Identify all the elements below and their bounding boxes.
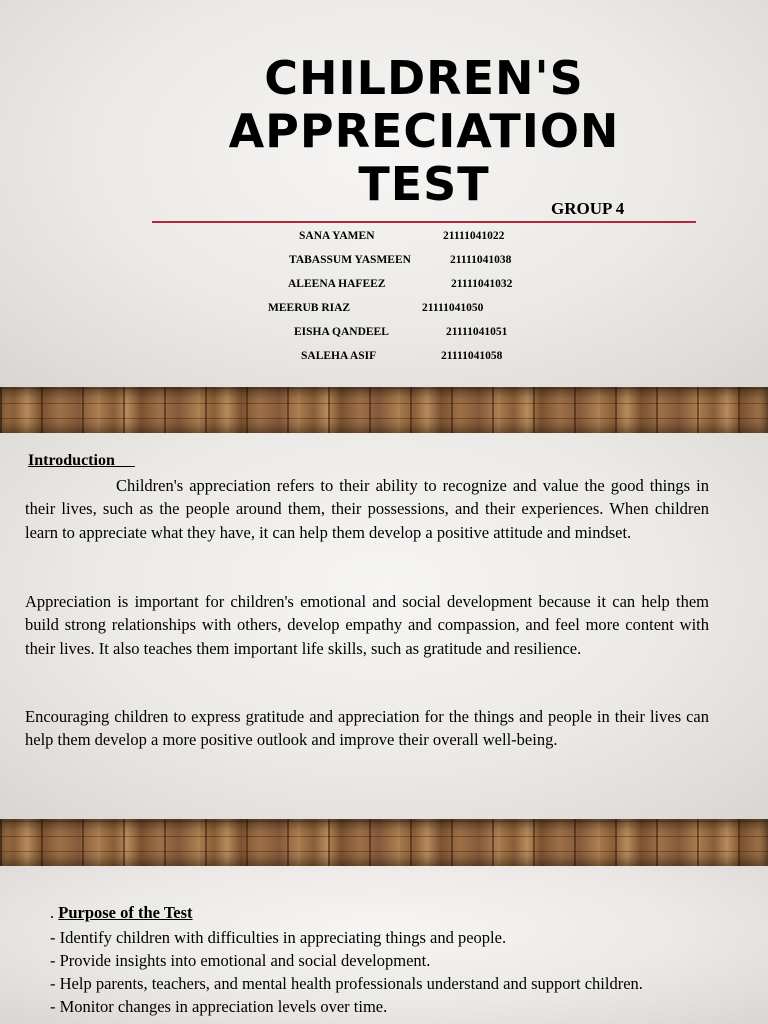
intro-paragraph-2: Appreciation is important for children's emotional and social development because it can help them build strong relationships with others, develop empathy and compassion, and feel more content with their lives. It also teaches them important life skills, such as gratitude and resilience.: [25, 592, 709, 658]
purpose-prefix: .: [50, 903, 59, 922]
member-name: ALEENA HAFEEZ: [288, 278, 386, 290]
slide-title: [150, 52, 698, 211]
list-item: - Monitor changes in appreciation levels over time.: [50, 997, 388, 1016]
title-line-1: CHILDREN'S: [264, 51, 584, 105]
member-id: 21111041051: [446, 326, 508, 338]
intro-paragraph-1: Children's appreciation refers to their ability to recognize and value the good things in their lives, such as the people around them, their possessions, and their experiences. When children learn to appreciate what they have, it can help them develop a positive attitude and mindset.: [25, 476, 709, 542]
group-label: GROUP 4: [551, 199, 625, 218]
purpose-heading: Purpose of the Test: [58, 903, 193, 922]
intro-paragraph-3: Encouraging children to express gratitude and appreciation for the things and people in their lives can help them develop a more positive outlook and improve their overall well-being.: [25, 707, 709, 750]
list-item: - Provide insights into emotional and social development.: [50, 951, 431, 970]
introduction-heading: Introduction: [28, 452, 115, 469]
wood-floor-divider: [0, 819, 768, 866]
title-line-2: APPRECIATION: [228, 104, 620, 158]
member-name: MEERUB RIAZ: [268, 302, 351, 314]
member-id: 21111041032: [451, 278, 513, 290]
title-line-3: TEST: [358, 157, 490, 211]
wood-floor-divider: [0, 387, 768, 433]
purpose-heading-line: [50, 903, 193, 923]
title-divider: [152, 221, 696, 223]
list-item: - Help parents, teachers, and mental health professionals understand and support children.: [50, 974, 643, 993]
member-name: TABASSUM YASMEEN: [289, 254, 411, 266]
member-id: 21111041038: [450, 254, 512, 266]
member-id: 21111041022: [443, 230, 505, 242]
title-slide: [0, 0, 768, 387]
list-item: - Identify children with difficulties in appreciating things and people.: [50, 928, 507, 947]
member-name: SALEHA ASIF: [301, 350, 377, 362]
member-id: 21111041058: [441, 350, 503, 362]
member-name: EISHA QANDEEL: [294, 326, 389, 338]
purpose-list: [50, 926, 690, 1018]
member-name: SANA YAMEN: [299, 230, 375, 242]
member-id: 21111041050: [422, 302, 484, 314]
